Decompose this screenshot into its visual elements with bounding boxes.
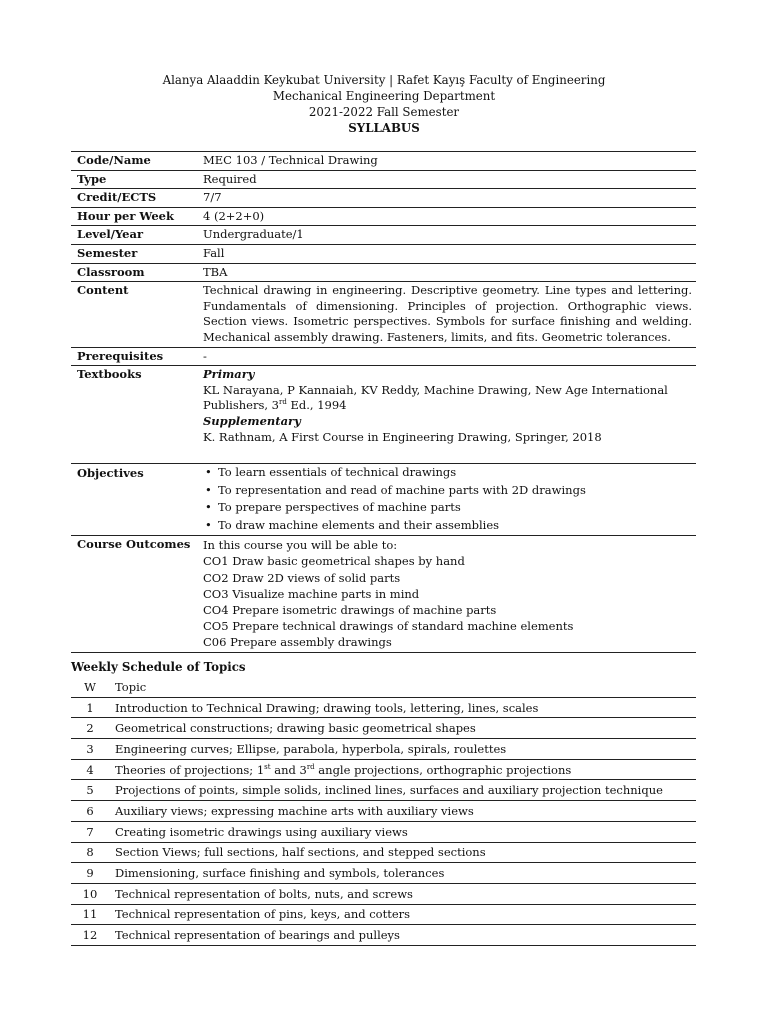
outcomes-cell — [197, 536, 696, 652]
list-item: C06 Prepare assembly drawings — [203, 635, 392, 650]
table-row — [71, 904, 696, 925]
week-number: 2 — [71, 718, 109, 739]
table-row — [71, 759, 696, 780]
info-row-content — [71, 282, 696, 347]
week-topic: Engineering curves; Ellipse, parabola, hyperbola, spirals, roulettes — [109, 739, 696, 760]
department-line: Mechanical Engineering Department — [272, 89, 496, 103]
info-row-classroom — [71, 263, 696, 282]
info-label: Code/Name — [71, 152, 197, 171]
info-value: 4 (2+2+0) — [197, 207, 696, 226]
weekly-schedule-table — [71, 677, 696, 946]
week-topic: Theories of projections; 1st and 3rd angle projections, orthographic projections — [109, 759, 696, 780]
document-header — [0, 72, 768, 136]
info-value: TBA — [197, 263, 696, 282]
info-value: MEC 103 / Technical Drawing — [197, 152, 696, 171]
week-topic: Technical representation of bearings and pulleys — [109, 925, 696, 946]
info-value: 7/7 — [197, 189, 696, 208]
info-label: Level/Year — [71, 226, 197, 245]
list-item: • To prepare perspectives of machine parts — [218, 499, 692, 517]
week-topic: Dimensioning, surface finishing and symbols, tolerances — [109, 863, 696, 884]
info-label: Textbooks — [71, 366, 197, 464]
table-row — [71, 925, 696, 946]
schedule-header-row — [71, 677, 696, 697]
week-topic: Projections of points, simple solids, inclined lines, surfaces and auxiliary projection technique — [109, 780, 696, 801]
info-label: Content — [71, 282, 197, 347]
objectives-list — [203, 464, 692, 534]
week-number: 11 — [71, 904, 109, 925]
week-number: 12 — [71, 925, 109, 946]
week-number: 7 — [71, 821, 109, 842]
table-row — [71, 739, 696, 760]
course-info-table — [71, 151, 696, 653]
info-row-textbooks — [71, 366, 696, 464]
list-item: CO5 Prepare technical drawings of standard machine elements — [203, 619, 574, 634]
table-row — [71, 780, 696, 801]
list-item: CO4 Prepare isometric drawings of machine parts — [203, 602, 497, 617]
info-value: Fall — [197, 244, 696, 263]
week-topic: Technical representation of bolts, nuts, and screws — [109, 883, 696, 904]
table-row — [71, 801, 696, 822]
week-topic: Auxiliary views; expressing machine arts with auxiliary views — [109, 801, 696, 822]
info-row-prerequisites — [71, 347, 696, 366]
week-number: 3 — [71, 739, 109, 760]
info-label: Type — [71, 170, 197, 189]
info-label: Classroom — [71, 263, 197, 282]
list-item: • To learn essentials of technical drawings — [218, 464, 692, 482]
table-row — [71, 863, 696, 884]
week-topic: Section Views; full sections, half sections, and stepped sections — [109, 842, 696, 863]
document-title: SYLLABUS — [348, 121, 420, 135]
info-row-objectives — [71, 464, 696, 536]
semester-line: 2021-2022 Fall Semester — [308, 105, 460, 119]
objectives-cell — [197, 464, 696, 536]
info-value: Undergraduate/1 — [197, 226, 696, 245]
supplementary-textbook: K. Rathnam, A First Course in Engineering Drawing, Springer, 2018 — [203, 429, 602, 444]
week-number: 5 — [71, 780, 109, 801]
info-label: Course Outcomes — [71, 536, 197, 652]
week-number: 1 — [71, 697, 109, 718]
week-topic: Introduction to Technical Drawing; drawing tools, lettering, lines, scales — [109, 697, 696, 718]
info-value: Required — [197, 170, 696, 189]
column-header-topic: Topic — [109, 677, 696, 697]
info-label: Credit/ECTS — [71, 189, 197, 208]
list-item: CO2 Draw 2D views of solid parts — [203, 570, 401, 585]
info-row-outcomes — [71, 536, 696, 652]
info-row-credit — [71, 189, 696, 208]
table-row — [71, 821, 696, 842]
info-label: Objectives — [71, 464, 197, 536]
week-topic: Geometrical constructions; drawing basic geometrical shapes — [109, 718, 696, 739]
week-topic: Technical representation of pins, keys, and cotters — [109, 904, 696, 925]
week-number: 8 — [71, 842, 109, 863]
textbooks-cell — [197, 366, 696, 464]
list-item: CO3 Visualize machine parts in mind — [203, 586, 420, 601]
outcomes-intro: In this course you will be able to: — [203, 538, 398, 553]
week-number: 10 — [71, 883, 109, 904]
week-number: 4 — [71, 759, 109, 780]
list-item: • To draw machine elements and their assemblies — [218, 517, 692, 535]
info-row-level — [71, 226, 696, 245]
supplementary-heading: Supplementary — [203, 413, 301, 428]
week-topic: Creating isometric drawings using auxiliary views — [109, 821, 696, 842]
info-label: Prerequisites — [71, 347, 197, 366]
list-item: CO1 Draw basic geometrical shapes by hand — [203, 554, 465, 569]
info-row-code — [71, 152, 696, 171]
info-label: Semester — [71, 244, 197, 263]
week-number: 9 — [71, 863, 109, 884]
week-number: 6 — [71, 801, 109, 822]
info-label: Hour per Week — [71, 207, 197, 226]
table-row — [71, 697, 696, 718]
info-row-type — [71, 170, 696, 189]
table-row — [71, 718, 696, 739]
info-row-semester — [71, 244, 696, 263]
university-line: Alanya Alaaddin Keykubat University | Rafet Kayış Faculty of Engineering — [162, 73, 606, 87]
info-row-hours — [71, 207, 696, 226]
primary-textbook: KL Narayana, P Kannaiah, KV Reddy, Machine Drawing, New Age International Publishers, 3rd Ed., 1994 — [203, 382, 668, 413]
list-item: • To representation and read of machine parts with 2D drawings — [218, 482, 692, 500]
table-row — [71, 842, 696, 863]
content-description: Technical drawing in engineering. Descriptive geometry. Line types and lettering. Fundamentals of dimensioning. Principles of projection. Orthographic views. Section views. Isometric perspectives. Symbols for surface finishing and welding. Mechanical assembly drawing. Fasteners, limits, and fits. Geometric tolerances. — [197, 282, 696, 347]
primary-heading: Primary — [203, 367, 255, 382]
info-value: - — [197, 347, 696, 366]
table-row — [71, 883, 696, 904]
schedule-title: Weekly Schedule of Topics — [71, 660, 246, 674]
column-header-week: W — [71, 677, 109, 697]
